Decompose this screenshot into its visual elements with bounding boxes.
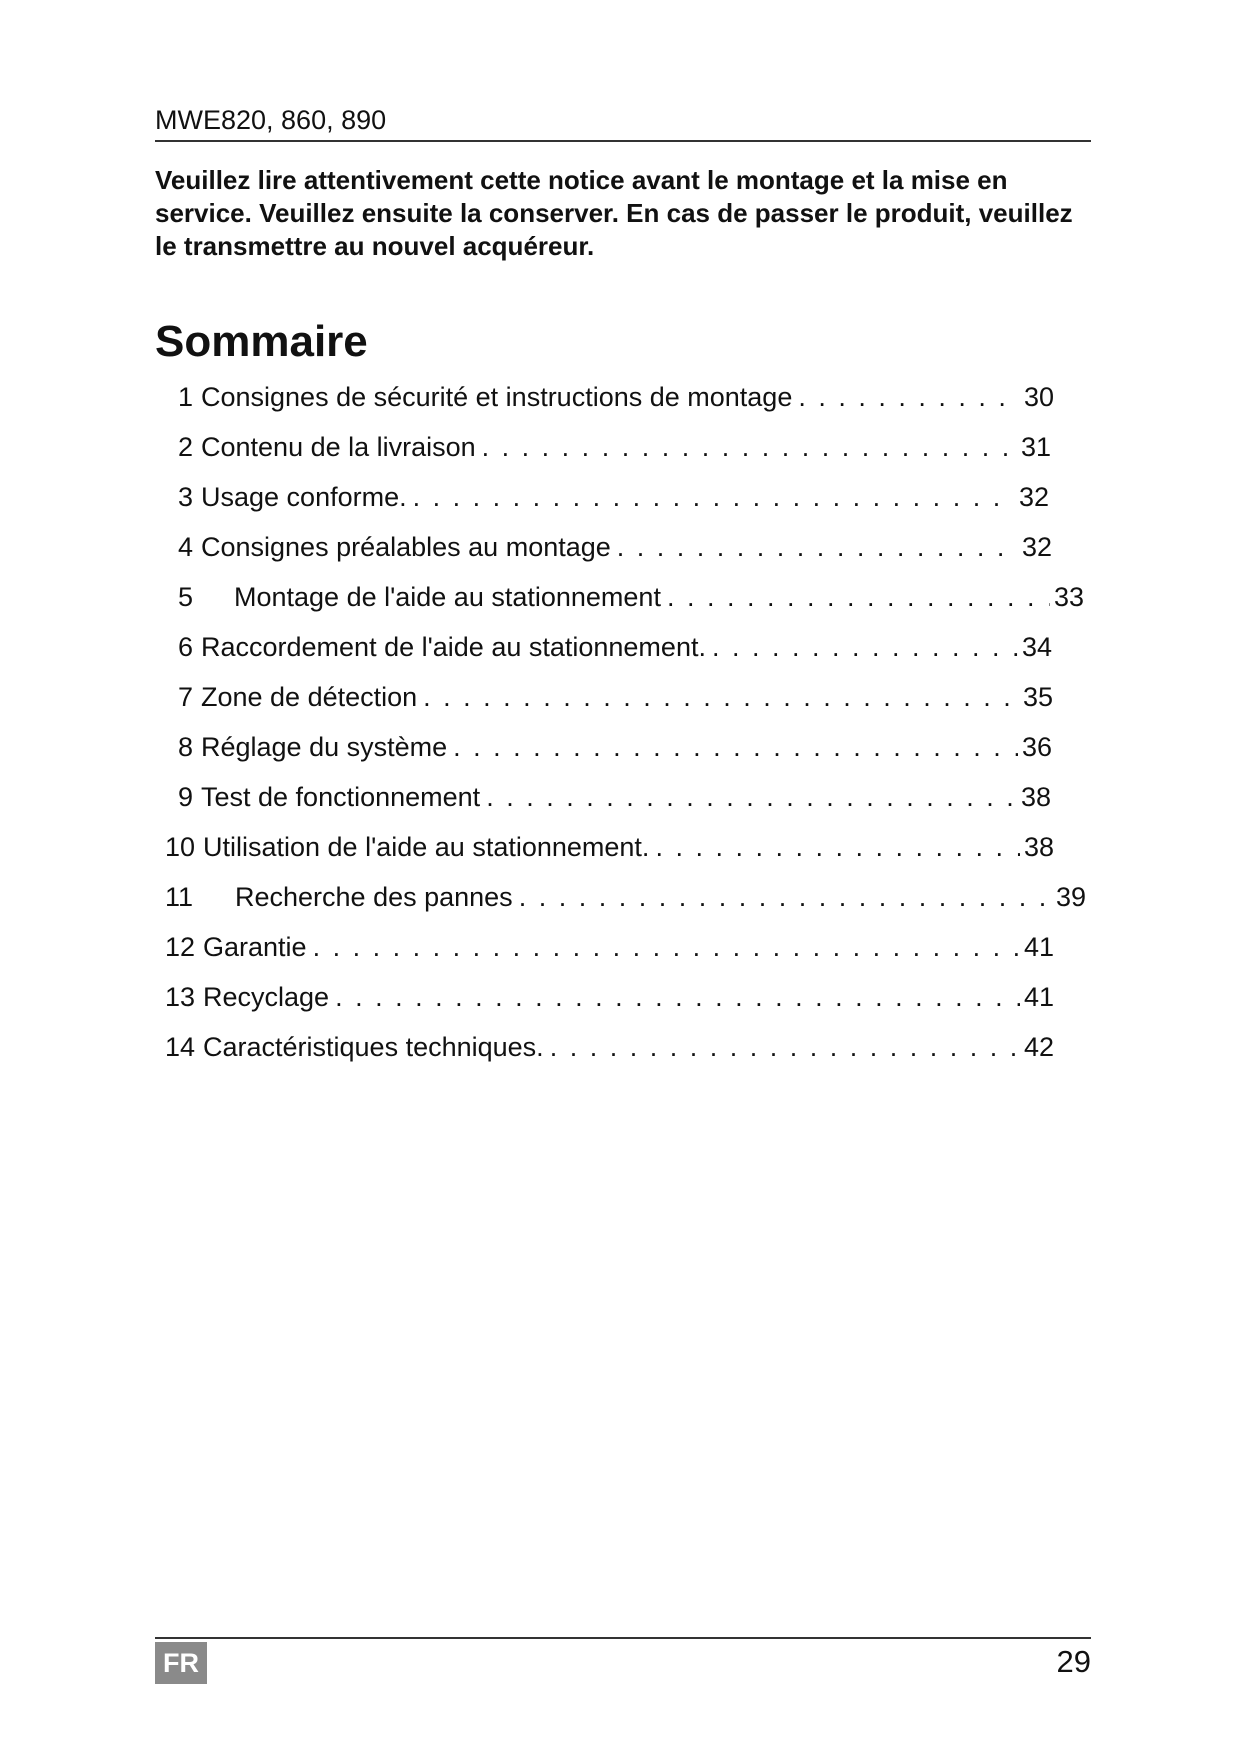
toc-number: 13 xyxy=(165,982,196,1012)
toc-page: 35 xyxy=(1022,682,1053,712)
toc-label: Caractéristiques techniques. xyxy=(203,1032,544,1062)
toc-page: 31 xyxy=(1020,432,1051,462)
toc-number: 4 xyxy=(178,532,194,562)
toc-number: 6 xyxy=(178,632,194,662)
toc-page: 34 xyxy=(1021,632,1052,662)
toc-label: Montage de l'aide au stationnement xyxy=(234,582,661,612)
toc-entry-14[interactable] xyxy=(165,1030,1054,1064)
toc-entry-5[interactable] xyxy=(178,580,1084,614)
toc-leader xyxy=(712,630,1018,664)
toc-leader xyxy=(655,830,1020,864)
toc-number: 14 xyxy=(165,1032,196,1062)
toc-entry-2[interactable] xyxy=(178,430,1051,464)
toc-leader xyxy=(335,980,1020,1014)
toc-label: Contenu de la livraison xyxy=(201,432,476,462)
toc-leader xyxy=(453,730,1018,764)
toc-entry-3[interactable] xyxy=(178,480,1049,514)
toc-page: 33 xyxy=(1053,582,1084,612)
toc-leader xyxy=(617,530,1018,564)
toc-page: 32 xyxy=(1018,482,1049,512)
toc-label: Raccordement de l'aide au stationnement. xyxy=(201,632,706,662)
toc-leader xyxy=(486,780,1017,814)
page-title: Sommaire xyxy=(155,317,368,366)
toc-page: 42 xyxy=(1023,1032,1054,1062)
toc-entry-9[interactable] xyxy=(178,780,1051,814)
toc-number: 5 xyxy=(178,582,194,612)
toc-entry-11[interactable] xyxy=(165,880,1086,914)
page-header xyxy=(155,102,1091,142)
toc-number: 1 xyxy=(178,382,194,412)
toc-entry-4[interactable] xyxy=(178,530,1052,564)
toc-leader xyxy=(667,580,1050,614)
toc-label: Utilisation de l'aide au stationnement. xyxy=(203,832,650,862)
toc-leader xyxy=(413,480,1015,514)
toc-label: Usage conforme. xyxy=(201,482,407,512)
toc-number: 12 xyxy=(165,932,196,962)
toc-number: 9 xyxy=(178,782,194,812)
toc-entry-6[interactable] xyxy=(178,630,1052,664)
toc-page: 41 xyxy=(1023,982,1054,1012)
toc-entry-12[interactable] xyxy=(165,930,1054,964)
toc-number: 8 xyxy=(178,732,194,762)
toc-page: 30 xyxy=(1023,382,1054,412)
toc-label: Réglage du système xyxy=(201,732,448,762)
toc-label: Test de fonctionnement xyxy=(201,782,481,812)
toc-leader xyxy=(798,380,1020,414)
toc-number: 7 xyxy=(178,682,194,712)
toc-leader xyxy=(313,930,1020,964)
toc-page: 39 xyxy=(1055,882,1086,912)
toc-label: Consignes préalables au montage xyxy=(201,532,611,562)
toc-entry-8[interactable] xyxy=(178,730,1052,764)
toc-label: Recherche des pannes xyxy=(235,882,513,912)
toc-page: 41 xyxy=(1023,932,1054,962)
page-number: 29 xyxy=(1056,1644,1091,1679)
toc-number: 11 xyxy=(165,882,194,912)
toc-label: Zone de détection xyxy=(201,682,418,712)
toc-page: 38 xyxy=(1023,832,1054,862)
intro-notice: Veuillez lire attentivement cette notice avant le montage et la mise en service. Veuillez ensuite la conserver. En cas de passer le produit, veuillez le transmettre au nouvel acquéreur. xyxy=(155,165,1073,261)
toc-leader xyxy=(423,680,1019,714)
toc-number: 10 xyxy=(165,832,196,862)
toc-label: Consignes de sécurité et instructions de montage xyxy=(201,382,793,412)
language-badge: FR xyxy=(155,1642,207,1684)
toc-leader xyxy=(482,430,1017,464)
toc-number: 2 xyxy=(178,432,194,462)
toc-entry-13[interactable] xyxy=(165,980,1054,1014)
toc-page: 32 xyxy=(1021,532,1052,562)
toc-entry-7[interactable] xyxy=(178,680,1053,714)
toc-leader xyxy=(550,1030,1020,1064)
toc-number: 3 xyxy=(178,482,194,512)
page-footer-rule xyxy=(155,1637,1091,1639)
toc-label: Recyclage xyxy=(203,982,330,1012)
model-number: MWE820, 860, 890 xyxy=(155,105,387,135)
toc-leader xyxy=(519,880,1052,914)
toc-entry-10[interactable] xyxy=(165,830,1054,864)
toc-page: 36 xyxy=(1021,732,1052,762)
toc-page: 38 xyxy=(1020,782,1051,812)
toc-entry-1[interactable] xyxy=(178,380,1054,414)
toc-label: Garantie xyxy=(203,932,307,962)
